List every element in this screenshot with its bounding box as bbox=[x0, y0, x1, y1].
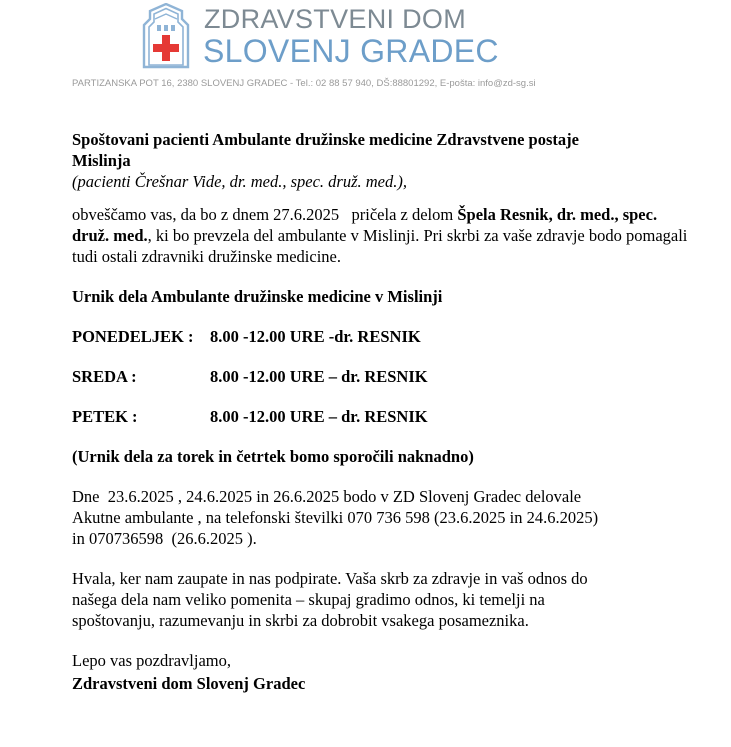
contact-address: PARTIZANSKA POT 16, 2380 SLOVENJ GRADEC - Tel.: 02 88 57 940, DŠ:88801292, E-pošta: info@zd-sg.si bbox=[72, 78, 536, 89]
schedule-time: 8.00 -12.00 URE – dr. RESNIK bbox=[210, 367, 428, 386]
schedule-title: Urnik dela Ambulante družinske medicine v Mislinji bbox=[72, 287, 443, 306]
logo-title-line1: ZDRAVSTVENI DOM bbox=[204, 4, 467, 34]
schedule-day: PETEK : bbox=[72, 407, 138, 426]
schedule-time: 8.00 -12.00 URE – dr. RESNIK bbox=[210, 407, 428, 426]
acute-line2: Akutne ambulante , na telefonski številki 070 736 598 (23.6.2025 in 24.6.2025) bbox=[72, 508, 599, 527]
intro-paragraph bbox=[72, 204, 692, 267]
schedule-note: (Urnik dela za torek in četrtek bomo sporočili naknadno) bbox=[72, 447, 474, 466]
letter-body bbox=[72, 129, 692, 694]
letterhead bbox=[0, 0, 731, 95]
greeting-line2: Mislinja bbox=[72, 151, 131, 170]
thanks-line1: Hvala, ker nam zaupate in nas podpirate. Vaša skrb za zdravje in vaš odnos do bbox=[72, 569, 588, 588]
schedule-day: SREDA : bbox=[72, 367, 137, 386]
acute-line1: Dne 23.6.2025 , 24.6.2025 in 26.6.2025 bodo v ZD Slovenj Gradec delovale bbox=[72, 487, 582, 506]
acute-line3: in 070736598 (26.6.2025 ). bbox=[72, 529, 257, 548]
logo-title-line2: SLOVENJ GRADEC bbox=[203, 33, 499, 69]
greeting-line1: Spoštovani pacienti Ambulante družinske medicine Zdravstvene postaje bbox=[72, 130, 579, 149]
intro-text-part1: obveščamo vas, da bo z dnem 27.6.2025 pričela z delom bbox=[72, 205, 458, 224]
thanks-line3: spoštovanju, razumevanju in skrbi za dobrobit vsakega posameznika. bbox=[72, 611, 529, 630]
schedule-day: PONEDELJEK : bbox=[72, 327, 194, 346]
thanks-line2: našega dela nam veliko pomenita – skupaj gradimo odnos, ki temelji na bbox=[72, 590, 545, 609]
closing: Lepo vas pozdravljamo, bbox=[72, 651, 231, 670]
schedule-row-monday bbox=[72, 326, 692, 347]
intro-text-part2: , ki bo prevzela del ambulante v Mislinji. Pri skrbi za vaše zdravje bodo pomagali tudi ostali zdravniki družinske medicine. bbox=[72, 226, 688, 266]
schedule-row-wednesday bbox=[72, 366, 692, 387]
schedule-time: 8.00 -12.00 URE -dr. RESNIK bbox=[210, 327, 421, 346]
schedule-row-friday bbox=[72, 406, 692, 427]
signature: Zdravstveni dom Slovenj Gradec bbox=[72, 674, 306, 693]
church-with-red-cross-icon bbox=[140, 3, 192, 69]
greeting-note: (pacienti Črešnar Vide, dr. med., spec. druž. med.), bbox=[72, 172, 407, 191]
doctor-name: Špela Resnik, dr. med., spec. druž. med. bbox=[72, 205, 658, 245]
